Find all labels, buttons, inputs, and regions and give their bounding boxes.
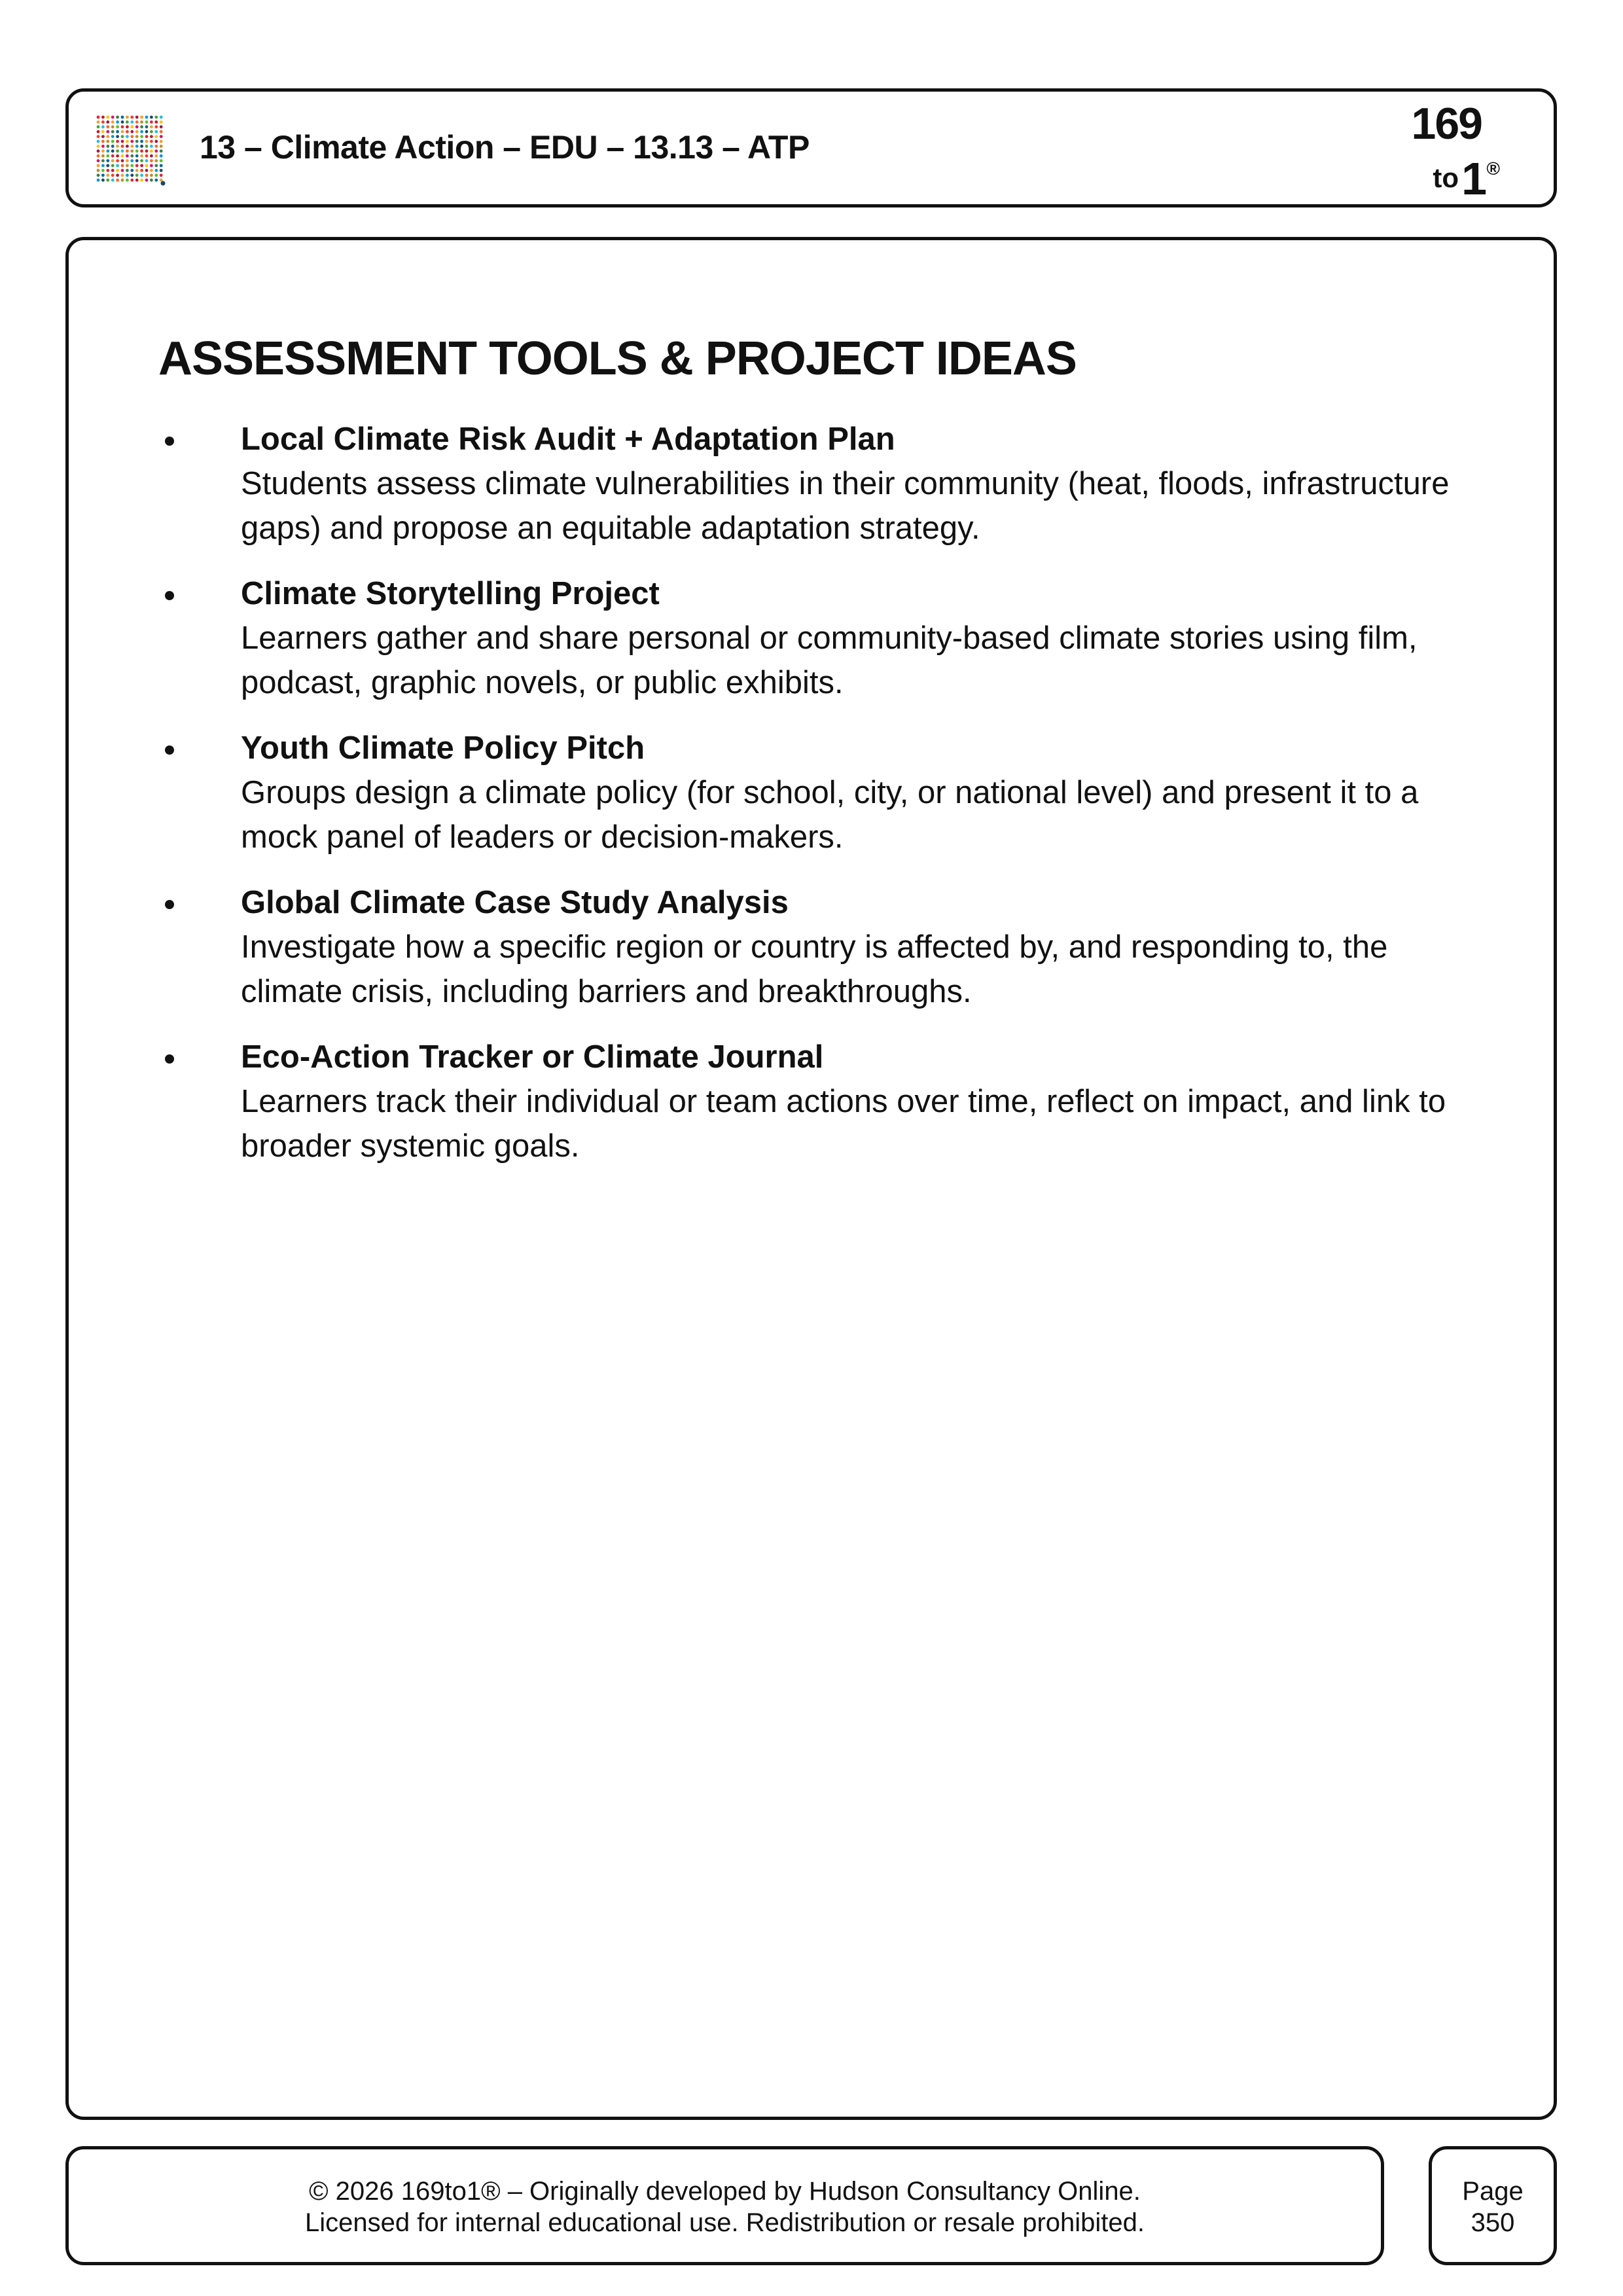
page-number-box [1429, 2146, 1557, 2265]
list-item [158, 726, 1467, 859]
page-number: 350 [1471, 2208, 1515, 2237]
brand-one: 1 [1461, 153, 1487, 204]
bullet-icon [165, 900, 174, 909]
item-description: Learners track their individual or team actions over time, reflect on impact, and link to broader systemic goals. [241, 1084, 1446, 1164]
bullet-icon [165, 437, 174, 446]
item-title: Eco-Action Tracker or Climate Journal [241, 1039, 824, 1075]
copyright-line: © 2026 169to1® – Originally developed by Hudson Consultancy Online. [309, 2177, 1141, 2206]
footer-notice [65, 2146, 1384, 2265]
brand-registered-mark: ® [1486, 158, 1500, 179]
list-item [158, 880, 1467, 1014]
header-title: 13 – Climate Action – EDU – 13.13 – ATP [200, 129, 810, 166]
list-item [158, 417, 1467, 550]
dot-grid-logo-icon [95, 114, 167, 186]
item-title: Global Climate Case Study Analysis [241, 885, 789, 920]
item-title: Local Climate Risk Audit + Adaptation Plan [241, 422, 895, 457]
list-item [158, 1035, 1467, 1168]
bullet-icon [165, 591, 174, 600]
brand-number: 169 [1411, 99, 1482, 149]
item-title: Youth Climate Policy Pitch [241, 730, 645, 766]
item-description: Learners gather and share personal or community-based climate stories using film, podcast, graphic novels, or public exhibits. [241, 620, 1418, 700]
bullet-icon [165, 1054, 174, 1064]
page-label: Page [1462, 2177, 1524, 2206]
item-description: Students assess climate vulnerabilities in their community (heat, floods, infrastructure gaps) and propose an equitable adaptation strategy. [241, 466, 1450, 546]
item-description: Investigate how a specific region or country is affected by, and responding to, the climate crisis, including barriers and breakthroughs. [241, 929, 1388, 1009]
brand-mark [1377, 98, 1508, 203]
section-title: ASSESSMENT TOOLS & PROJECT IDEAS [158, 332, 1077, 385]
content-panel [65, 237, 1557, 2120]
page-header [65, 88, 1557, 207]
list-item [158, 571, 1467, 705]
project-list [158, 417, 1467, 1189]
brand-to: to [1433, 162, 1459, 193]
bullet-icon [165, 745, 174, 755]
license-line: Licensed for internal educational use. Redistribution or resale prohibited. [305, 2208, 1145, 2237]
item-description: Groups design a climate policy (for school, city, or national level) and present it to a mock panel of leaders or decision-makers. [241, 775, 1419, 855]
item-title: Climate Storytelling Project [241, 576, 660, 611]
